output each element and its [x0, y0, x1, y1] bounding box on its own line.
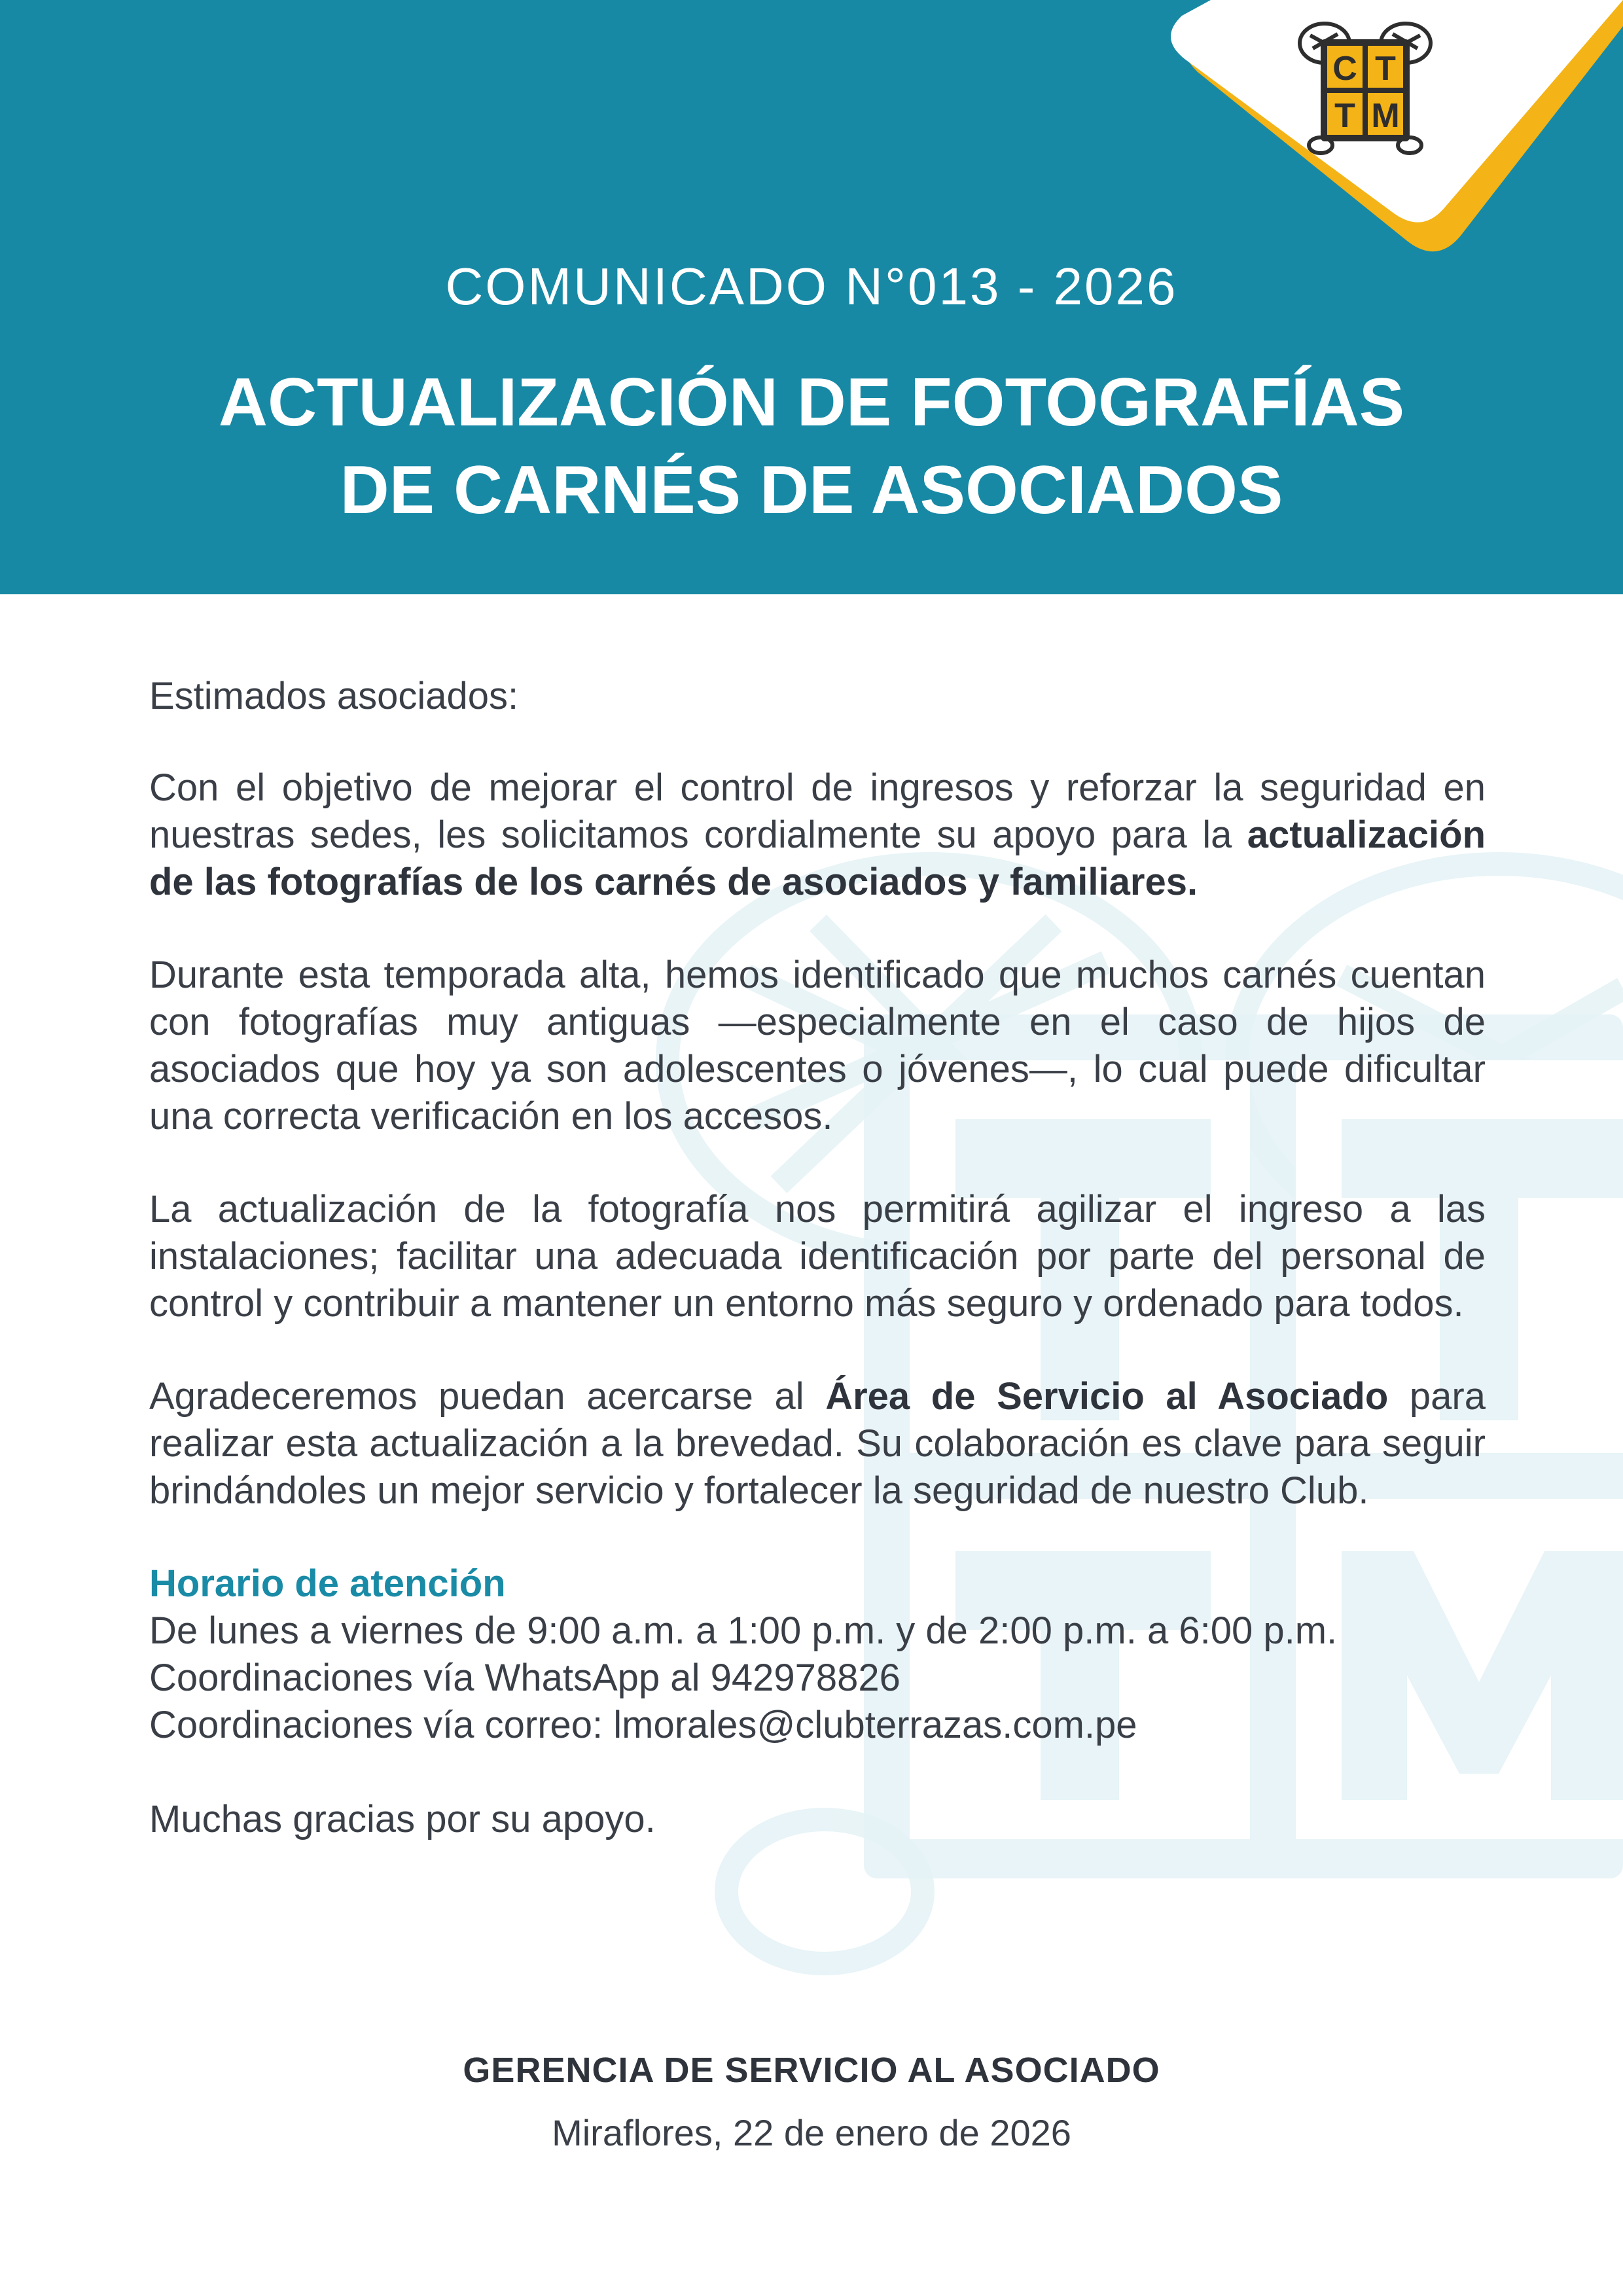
hours-line-2: Coordinaciones vía WhatsApp al 942978826 [149, 1657, 901, 1699]
paragraph-4 [149, 1373, 1486, 1515]
greeting: Estimados asociados: [149, 675, 519, 717]
hours-line-1: De lunes a viernes de 9:00 a.m. a 1:00 p.m. y de 2:00 p.m. a 6:00 p.m. [149, 1609, 1338, 1652]
club-logo-icon [1287, 17, 1444, 161]
page-title [0, 359, 1623, 534]
paragraph-4-text: Agradeceremos puedan acercarse al [149, 1375, 826, 1418]
paragraph-2: Durante esta temporada alta, hemos identificado que muchos carnés cuentan con fotografías muy antiguas —especialmente en el caso de hijos de asociados que hoy ya son adolescentes o jóvenes—, lo cual puede dificultar una correcta verificación en los accesos. [149, 954, 1486, 1138]
logo-letter-3: T [1334, 97, 1355, 135]
logo-letter-4: M [1371, 97, 1400, 135]
title-line-1: ACTUALIZACIÓN DE FOTOGRAFÍAS [218, 365, 1405, 440]
comunicado-number: COMUNICADO N°013 - 2026 [445, 257, 1178, 315]
hours-line-3: Coordinaciones vía correo: lmorales@clubterrazas.com.pe [149, 1704, 1137, 1746]
paragraph-1 [149, 764, 1486, 906]
paragraph-4-rest: para realizar esta actualización a la brevedad. Su colaboración es clave para seguir brindándoles un mejor servicio y fortalecer la seguridad de nuestro Club. [149, 1375, 1486, 1512]
paragraph-1-bold: actualización de las fotografías de los carnés de asociados y familiares. [149, 814, 1486, 903]
letter-body [149, 673, 1486, 1843]
logo-letter-2: T [1375, 50, 1396, 88]
header-band [0, 0, 1623, 594]
paragraph-3: La actualización de la fotografía nos permitirá agilizar el ingreso a las instalaciones; facilitar una adecuada identificación por parte del personal de control y contribuir a mantener un entorno más seguro y ordenado para todos. [149, 1188, 1486, 1325]
hours-title: Horario de atención [149, 1562, 506, 1605]
paragraph-1-text: Con el objetivo de mejorar el control de ingresos y reforzar la seguridad en nuestras sedes, les solicitamos cordialmente su apoyo para la [149, 766, 1486, 856]
signature: GERENCIA DE SERVICIO AL ASOCIADO [463, 2051, 1160, 2090]
title-line-2: DE CARNÉS DE ASOCIADOS [340, 452, 1283, 528]
thanks: Muchas gracias por su apoyo. [149, 1798, 656, 1840]
logo-letter-1: C [1332, 50, 1357, 88]
date: Miraflores, 22 de enero de 2026 [552, 2112, 1071, 2153]
paragraph-4-bold: Área de Servicio al Asociado [825, 1375, 1389, 1418]
